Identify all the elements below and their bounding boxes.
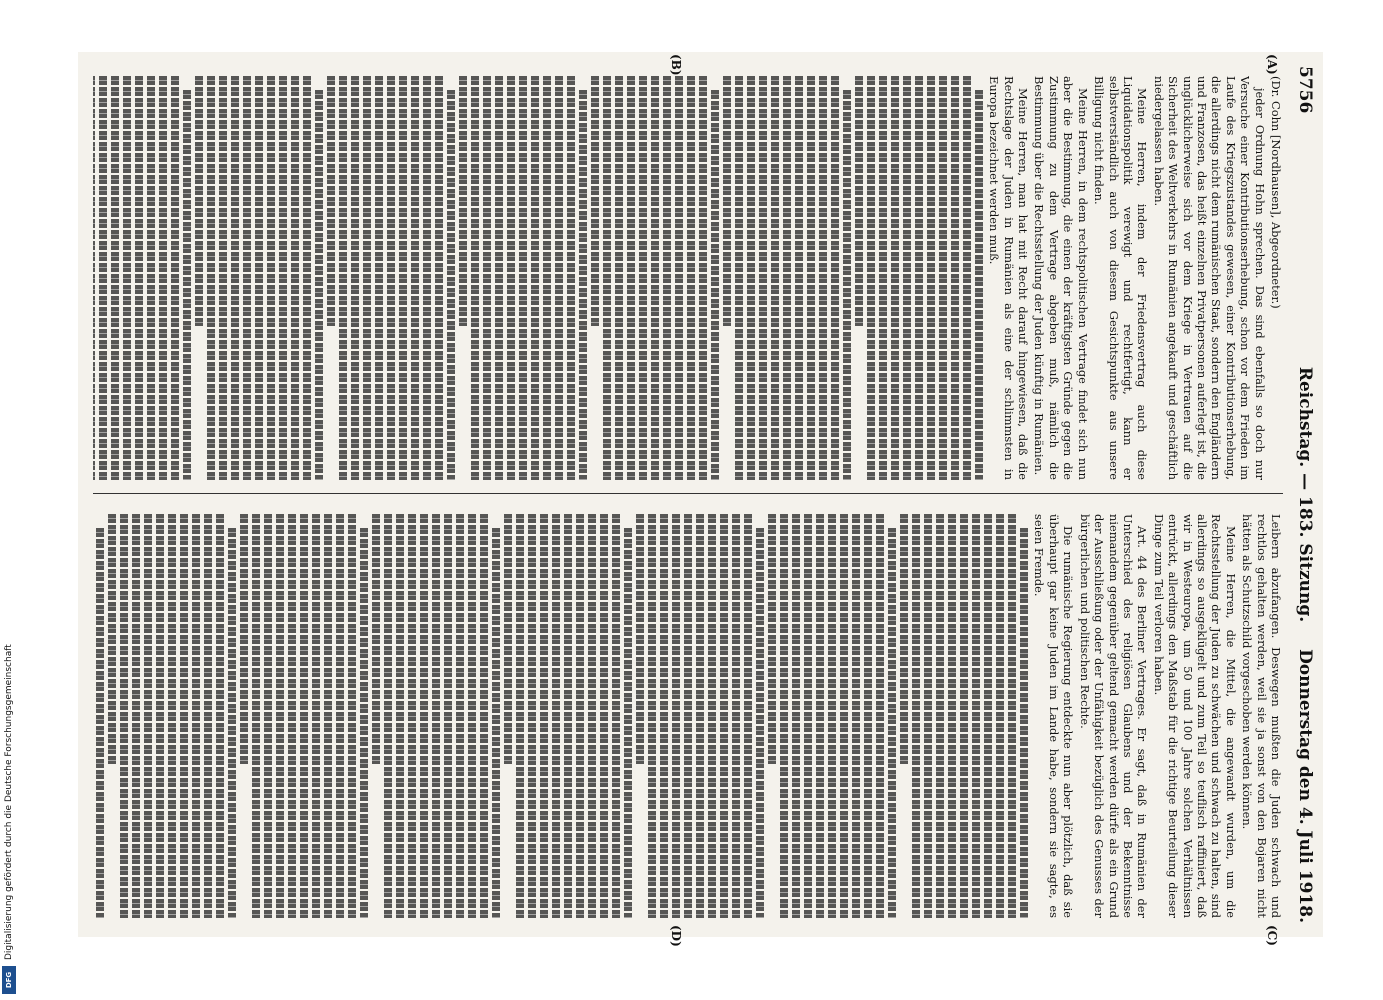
text-line — [108, 514, 116, 764]
text-line — [555, 76, 563, 480]
text-line — [843, 90, 851, 480]
text-line — [495, 76, 503, 480]
paragraph: Art. 44 des Berliner Vertrages. Er sagt, daß in Rumänien der Unterschied des religiösen Glaubens und der Bekenntnisse niemandem gegenüber geltend gemacht werden dürfe als ein Grund der Ausschließung oder der Unfähigkeit bezüglich des Genusses der bürgerlichen und politischen Rechte. — [1077, 514, 1150, 918]
text-line — [252, 514, 260, 918]
text-line — [192, 514, 200, 918]
text-line — [912, 514, 920, 918]
page-number: 5756 — [1295, 66, 1315, 114]
text-line — [93, 76, 95, 480]
paragraph: Meine Herren, in dem rechtspolitischen Vertrage findet sich nun aber die Bestimmung, die einen der kräftigsten Gründe gegen die Zustimmung zu dem Vertrage abgeben muß, nämlich die Bestimmung über die Rechtsstellung der Juden künftig in Rumänien. — [1032, 76, 1090, 480]
text-line — [891, 76, 899, 480]
text-line — [519, 76, 527, 480]
text-line — [351, 76, 359, 480]
paragraph: Die rumänische Regierung entdeckte nun aber plötzlich, daß sie überhaupt gar keine Juden im Lande habe, sondern sie sagte, es seien Fremde. — [1032, 514, 1076, 918]
text-line — [360, 528, 368, 918]
text-line — [303, 76, 311, 480]
text-line — [144, 514, 152, 918]
text-line — [732, 514, 740, 918]
text-line — [171, 76, 179, 480]
text-line — [792, 514, 800, 918]
text-line — [960, 514, 968, 918]
text-line — [651, 76, 659, 480]
text-line — [819, 76, 827, 480]
text-line — [180, 514, 188, 918]
text-line — [99, 76, 107, 480]
text-line — [339, 76, 347, 480]
text-line — [480, 514, 488, 918]
text-line — [564, 514, 572, 918]
text-line — [975, 90, 983, 480]
text-line — [531, 76, 539, 480]
text-line — [816, 514, 824, 918]
text-line — [231, 76, 239, 480]
text-line — [207, 76, 215, 480]
text-line — [132, 514, 140, 918]
text-line — [300, 514, 308, 918]
text-line — [1020, 528, 1028, 918]
dense-text-block — [93, 514, 1028, 918]
text-line — [672, 514, 680, 918]
text-line — [408, 514, 416, 918]
text-line — [603, 76, 611, 480]
text-line — [780, 514, 788, 918]
text-line — [711, 90, 719, 480]
text-line — [924, 514, 932, 918]
text-line — [456, 514, 464, 918]
text-line — [903, 76, 911, 480]
text-line — [447, 90, 455, 480]
text-line — [867, 76, 875, 480]
text-line — [504, 514, 512, 764]
text-line — [660, 514, 668, 918]
text-line — [459, 76, 467, 326]
text-line — [591, 76, 599, 326]
text-line — [507, 76, 515, 480]
speaker-line: (Dr. Cohn [Nordhausen], Abgeordneter.) — [1269, 76, 1283, 309]
text-line — [699, 76, 707, 480]
text-line — [156, 514, 164, 918]
text-line — [936, 514, 944, 918]
text-line — [111, 76, 119, 480]
text-line — [540, 514, 548, 918]
text-line — [972, 514, 980, 918]
text-line — [444, 514, 452, 918]
text-line — [543, 76, 551, 480]
text-line — [384, 514, 392, 918]
text-line — [744, 514, 752, 918]
text-line — [528, 514, 536, 918]
text-line — [876, 514, 884, 918]
text-line — [168, 514, 176, 918]
text-line — [372, 514, 380, 764]
text-line — [831, 76, 839, 480]
text-line — [123, 76, 131, 480]
text-line — [624, 528, 632, 918]
text-line — [276, 514, 284, 918]
text-line — [723, 76, 731, 326]
text-line — [627, 76, 635, 480]
text-line — [288, 514, 296, 918]
text-line — [399, 76, 407, 480]
paragraph: Meine Herren, die Mittel, die angewandt wurden, um die Rechtsstellung der Juden zu schwächen und schwach zu halten, sind allerdings so ausgeklügelt und zum Teil so teuflisch raffiniert, daß wir in Westeuropa, um 50 und 100 Jahre solchen Verhältnissen entrückt, allerdings den Maßstab für die richtige Beurteilung dieser Dinge zum Teil verloren haben. — [1151, 514, 1238, 918]
text-line — [579, 90, 587, 480]
text-line — [159, 76, 167, 480]
text-line — [984, 514, 992, 918]
text-line — [279, 76, 287, 480]
margin-letter-b: (B) — [669, 54, 683, 76]
text-line — [855, 76, 863, 326]
margin-letter-c: (C) — [1265, 925, 1279, 946]
text-line — [243, 76, 251, 480]
text-line — [708, 514, 716, 918]
text-line — [291, 76, 299, 480]
text-line — [1008, 514, 1016, 918]
text-line — [735, 76, 743, 480]
margin-letter-d: (D) — [669, 925, 683, 947]
text-line — [492, 528, 500, 918]
page-header — [1291, 66, 1317, 923]
text-line — [747, 76, 755, 480]
text-line — [927, 76, 935, 480]
text-line — [135, 76, 143, 480]
text-line — [612, 514, 620, 918]
text-line — [387, 76, 395, 480]
text-line — [147, 76, 155, 480]
dense-text-block — [93, 76, 983, 480]
text-line — [828, 514, 836, 918]
text-line — [267, 76, 275, 480]
paragraph: Leibern abzufangen. Deswegen mußten die Juden schwach und rechtlos gehalten werden, weil sie ja sonst von den Bojaren nicht hätten als Schutzschild vorgeschoben werden können. — [1240, 514, 1283, 918]
text-line — [879, 76, 887, 480]
paragraph: Meine Herren, man hat mit Recht darauf hingewiesen, daß die Rechtslage der Juden in Rumänien als eine der schlimmsten in Europa bezeichnet werden muß. — [987, 76, 1031, 480]
text-line — [663, 76, 671, 480]
text-line — [771, 76, 779, 480]
text-line — [432, 514, 440, 918]
text-line — [516, 514, 524, 918]
text-line — [636, 514, 644, 764]
column-divider — [93, 493, 1283, 494]
text-line — [435, 76, 443, 480]
text-line — [552, 514, 560, 918]
text-line — [615, 76, 623, 480]
digitization-credit — [0, 0, 18, 1000]
text-line — [228, 528, 236, 918]
text-line — [336, 514, 344, 918]
text-line — [324, 514, 332, 918]
text-line — [696, 514, 704, 918]
rotated-document-page — [78, 52, 1323, 947]
text-line — [600, 514, 608, 918]
text-line — [96, 528, 104, 918]
text-line — [840, 514, 848, 918]
paragraph: Meine Herren, indem der Friedensvertrag auch diese Liquidationspolitik verewigt und rechtfertigt, kann er selbstverständlich auch von diesem Gesichtspunkte aus unsere Billigung nicht finden. — [1092, 76, 1150, 480]
text-line — [804, 514, 812, 918]
text-line — [900, 514, 908, 764]
text-line — [195, 76, 203, 326]
text-line — [423, 76, 431, 480]
text-line — [576, 514, 584, 918]
text-line — [864, 514, 872, 918]
text-line — [948, 514, 956, 918]
text-line — [468, 514, 476, 918]
text-line — [888, 528, 896, 918]
text-line — [483, 76, 491, 480]
text-line — [396, 514, 404, 918]
text-line — [687, 76, 695, 480]
text-line — [915, 76, 923, 480]
text-line — [348, 514, 356, 918]
credit-text: Digitalisierung gefördert durch die Deutsche Forschungsgemeinschaft — [4, 644, 14, 960]
text-line — [588, 514, 596, 918]
text-line — [648, 514, 656, 918]
text-line — [852, 514, 860, 918]
text-line — [720, 514, 728, 918]
text-line — [795, 76, 803, 480]
text-line — [639, 76, 647, 480]
text-line — [264, 514, 272, 918]
text-line — [567, 76, 575, 480]
text-line — [216, 514, 224, 918]
text-line — [183, 90, 191, 480]
session-date: Donnerstag den 4. Juli 1918. — [1295, 649, 1315, 923]
text-line — [675, 76, 683, 480]
text-line — [375, 76, 383, 480]
text-line — [240, 514, 248, 764]
text-line — [756, 528, 764, 918]
margin-letter-a: (A) — [1265, 54, 1279, 75]
text-line — [939, 76, 947, 480]
text-line — [411, 76, 419, 480]
text-line — [312, 514, 320, 918]
text-line — [204, 514, 212, 918]
text-line — [255, 76, 263, 480]
left-text-column — [93, 76, 1283, 480]
dfg-logo-icon: DFG — [2, 966, 16, 994]
text-line — [684, 514, 692, 918]
right-text-column — [93, 514, 1283, 918]
text-line — [768, 514, 776, 764]
text-line — [420, 514, 428, 918]
text-line — [327, 76, 335, 326]
running-title: Reichstag. — 183. Sitzung. — [1295, 366, 1315, 623]
text-line — [996, 514, 1004, 918]
text-line — [120, 514, 128, 918]
text-line — [963, 76, 971, 480]
text-line — [315, 90, 323, 480]
text-line — [951, 76, 959, 480]
text-line — [783, 76, 791, 480]
paragraph: jeder Ordnung Hohn sprechen. Das sind ebenfalls so doch nur Versuche einer Kontributionserhebung, schon vor dem Frieden im Laufe des Kriegszustandes gewesen, einer Kontributionserhebung, die allerdings nicht dem rumänischen Staat, sondern den Engländern und Franzosen, das heißt einzelnen Privatpersonen auferlegt ist, die unglücklicherweise sich vor dem Kriege in Vertrauen auf die Sicherheit des Weltverkehrs in Rumänien angekauft und geschäftlich niedergelassen haben. — [1151, 76, 1267, 480]
text-line — [471, 76, 479, 480]
text-line — [219, 76, 227, 480]
text-line — [807, 76, 815, 480]
text-line — [759, 76, 767, 480]
text-line — [363, 76, 371, 480]
